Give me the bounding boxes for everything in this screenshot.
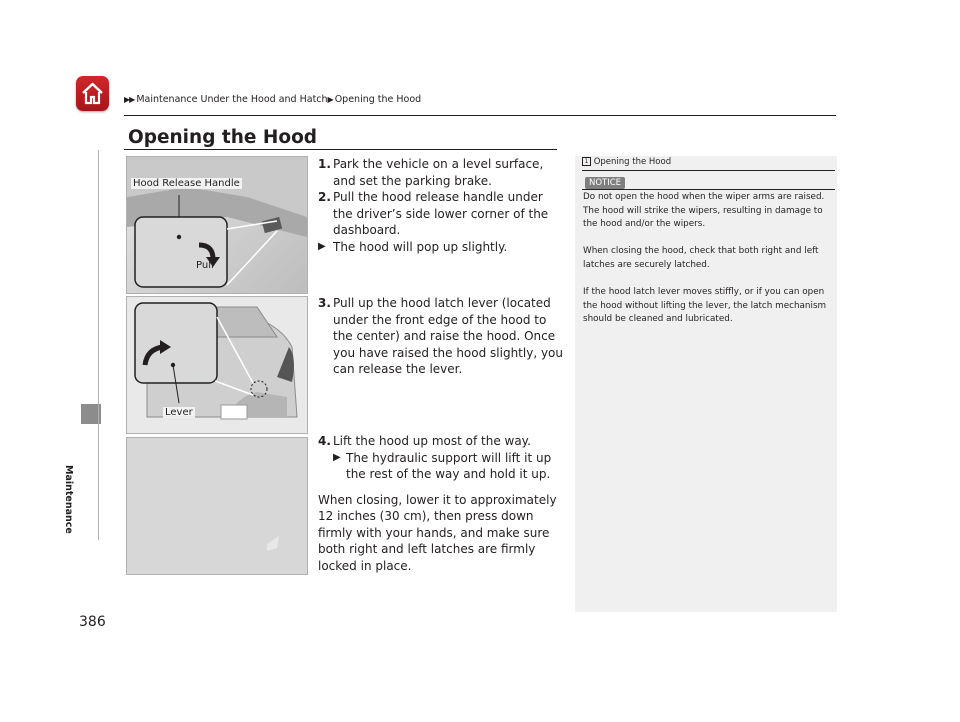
hood-release-handle-label: Hood Release Handle [133,178,240,189]
breadcrumb-page: Opening the Hood [334,94,422,105]
step-text: Lift the hood up most of the way. [333,434,531,448]
side-divider [98,150,99,540]
step-number: 4. [318,434,331,448]
pull-label: Pull [196,260,214,271]
step-text: Park the vehicle on a level surface, and set the parking brake. [333,157,544,188]
home-button[interactable] [76,76,109,111]
notice-badge: NOTICE [585,177,625,189]
note-paragraph: When closing the hood, check that both right and left latches are securely latched. [583,246,819,270]
step-result-text: The hydraulic support will lift it up the rest of the way and hold it up. [346,450,552,481]
header-divider [124,115,836,116]
step-text: Pull up the hood latch lever (located under the front edge of the hood to the center) and raise the hood. Once you have raised the hood slightly, you can release the lever. [333,296,563,376]
breadcrumb-arrow-icon: ▶▶ [124,95,135,104]
notice-divider [582,189,835,190]
hood-release-illustration [126,156,308,294]
home-icon [80,81,105,106]
lever-label: Lever [165,407,193,418]
closing-paragraph: When closing, lower it to approximately 12 inches (30 cm), then press down firmly with your hands, and make sure both right and left latches are firmly locked in place. [318,492,557,573]
step-4-result [318,450,563,483]
steps-block-2 [318,295,563,378]
step-number: 3. [318,296,331,310]
steps-block-1 [318,156,563,255]
note-heading-text: Opening the Hood [593,157,672,167]
step-number: 2. [318,190,331,204]
hood-raised-illustration [126,437,308,575]
chapter-label: Maintenance [63,465,74,534]
note-heading [582,157,671,167]
note-paragraph: If the hood latch lever moves stiffly, or if you can open the hood without lifting the lever, the latch mechanism should be cleaned and lubricated. [583,287,827,324]
car-front-drawing [127,297,307,433]
step-3 [318,295,563,378]
title-divider [124,149,557,150]
breadcrumb-section-link[interactable]: Maintenance Under the Hood and Hatch [136,94,328,105]
note-heading-divider [582,170,835,171]
step-4 [318,433,563,450]
result-arrow-icon: ▶ [318,240,326,252]
note-ref-icon: 1 [582,157,591,166]
breadcrumb [124,94,421,105]
step-text: Pull the hood release handle under the driver’s side lower corner of the dashboard. [333,190,549,237]
step-result-text: The hood will pop up slightly. [333,239,508,254]
step-number: 1. [318,157,331,171]
breadcrumb-arrow-icon: ▶ [327,95,333,104]
step-2 [318,189,563,239]
hood-raised-drawing [127,438,307,574]
note-paragraph: Do not open the hood when the wiper arms are raised. The hood will strike the wipers, resulting in damage to the hood and/or the wipers. [583,192,825,229]
steps-block-3 [318,433,563,574]
page-number: 386 [79,614,106,630]
result-arrow-icon: ▶ [333,451,341,463]
step-1 [318,156,563,189]
step-2-result [318,239,563,256]
hood-latch-lever-illustration [126,296,308,434]
page-title: Opening the Hood [128,127,318,148]
